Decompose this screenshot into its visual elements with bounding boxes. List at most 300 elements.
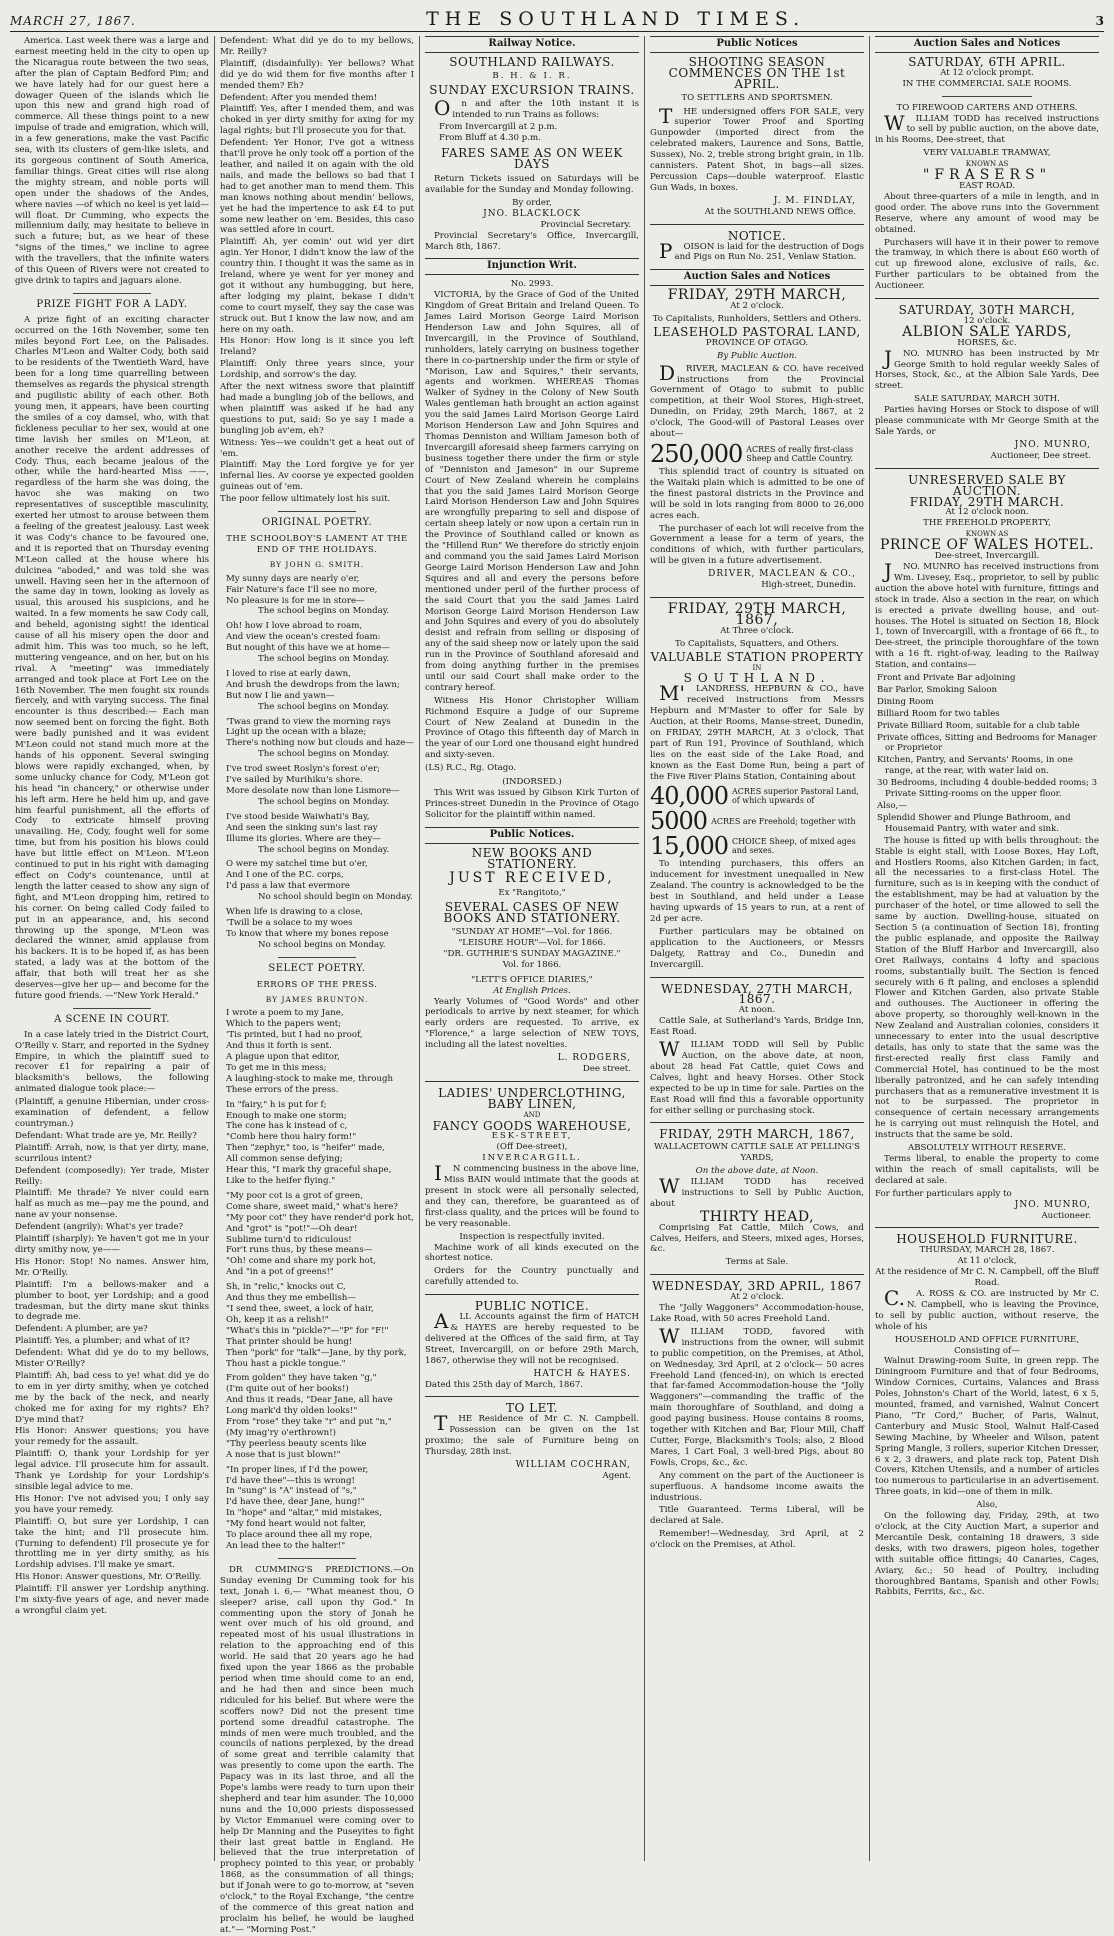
ad-title: NOTICE. <box>727 228 787 243</box>
ad-text: About three-quarters of a mile in length, and in good order. The above runs into the Government Reserve, where any amount of wood may be obtained. <box>875 191 1099 235</box>
poem-line: Sublime turn'd to ridiculous! <box>226 1234 352 1245</box>
ad-text: WILLIAM TODD has received instructions to sell by public auction, on the above date, in his Rooms, Dee-street, that <box>875 110 1099 146</box>
ad-title: SHOOTING SEASON COMMENCES ON THE 1st APRIL. <box>668 54 846 91</box>
ad-text: Machine work of all kinds executed on the shortest notice. <box>425 1242 639 1264</box>
column-1 <box>10 36 215 1861</box>
acreage-row <box>650 807 864 836</box>
book-title: Vol. for 1866. <box>502 959 562 970</box>
poem-line: Thou hast a pickle tongue." <box>226 1358 346 1369</box>
poem-stanza <box>226 621 414 665</box>
signatory-title: High-street, Dunedin. <box>761 580 856 591</box>
poem-line: Which to the papers went; <box>226 1019 342 1030</box>
ad-text: C.A. ROSS & CO. are instructed by Mr C. N. Campbell, who is leaving the Province, to sell by public auction, without reserve, the whole of his <box>875 1285 1099 1332</box>
ad-title: SUNDAY EXCURSION TRAINS. <box>429 82 635 97</box>
sale-date: FRIDAY, 29TH MARCH. <box>909 494 1065 509</box>
poem-line: Then "zephyr," too, is "heifer" made, <box>226 1143 385 1154</box>
column-5 <box>870 36 1104 1861</box>
poem-line: And "in a pot of greens!" <box>226 1267 334 1278</box>
poem-line: No school should begin on Monday. <box>258 892 413 903</box>
poem-line: Like to the heifer flying." <box>226 1176 336 1186</box>
poem-line: "Comb here thou hairy form!" <box>226 1132 357 1143</box>
sale-time: At 2 o'clock. <box>730 301 784 312</box>
newspaper-title: THE SOUTHLAND TIMES. <box>426 8 806 30</box>
poem-stanza <box>226 1100 414 1187</box>
dialogue-line: Plaintiff: Only three years since, your Lordship, and sorrow's the day. <box>220 359 414 381</box>
ad-text: Remember!—Wednesday, 3rd April, at 2 o'clock on the Premises, at Athol. <box>650 1529 864 1551</box>
ad-line: KNOWN AS <box>965 160 1009 169</box>
poem-line: Oh! how I love abroad to roam, <box>226 621 363 632</box>
poem-line: And thus it forth is sent. <box>226 1041 332 1052</box>
divider <box>875 468 1099 469</box>
ad-title: VALUABLE STATION PROPERTY <box>650 649 864 664</box>
acreage-row <box>650 832 864 861</box>
signatory-title: Agent. <box>602 1470 631 1481</box>
ad-text: The house is fitted up with bells throughout: the Stable is eight stall, with Loose Boxes, Hay Loft, and Hostlers Rooms, also Kitchen Garden; in fact, all the necessaries to a first-class Hotel. The furniture, such as is in keeping with the conduct of the establishment, may be had at valuation by the purchaser of the hotel, or time allowed to sell the same by auction. Dwelling-house, situated on Section 5 (a continuation of Section 18), fronting the public esplanade, and opposite the Railway Station of the Bluff Harbor and Invercargill, also Oret Railways, contains 4 lofty and spacious rooms, substantially built. The Section is fenced securely with 6 ft paling, and encloses a splendid Flower and Kitchen Garden, also private Stable and outhouses. The Auctioneer in offering the above property, so thoroughly well-known in the New Zealand and Australian colonies, considers it unnecessary to enter into the usual descriptive details, has only to state that the same was the first-erected really first class Family and Commercial Hotel, has continued to be the most liberally patronized, and he can safely intending purchasers that as a remunerative investment it is not to be surpassed. The proprietor in consequence of certain necessary arrangements he is carrying out must relinquish the Hotel, and instructs that the same be sold. <box>875 835 1099 1141</box>
ad-title: VERY VALUABLE TRAMWAY, <box>923 148 1051 159</box>
poem-line: O were my satchel time but o'er, <box>226 859 368 870</box>
poem-line: I'd have thee"—this is wrong! <box>226 1475 355 1486</box>
dialogue-line: Defendent: What did ye do to my bellows, Mr. Reilly? <box>220 36 414 57</box>
acreage-text: CHOICE Sheep, of mixed ages and sexes. <box>731 837 856 856</box>
signatory: J. M. FINDLAY, <box>773 195 856 206</box>
poem-line: "My poor cot" they have render'd pork hot, <box>226 1212 414 1223</box>
poem-line: And view the ocean's crested foam: <box>226 632 381 643</box>
sale-date: FRIDAY, 29TH MARCH, 1867, <box>659 1127 855 1142</box>
ad-title: HOUSEHOLD FURNITURE. <box>896 1232 1078 1247</box>
article-heading: A SCENE IN COURT. <box>54 1013 170 1025</box>
divider <box>942 96 1032 97</box>
dialogue-line: Defendent: A plumber, are ye? <box>15 1324 148 1335</box>
signatory-title: Auctioneer. <box>1041 1210 1091 1221</box>
poem-line: I'd have thee, dear Jane, hung!" <box>226 1497 365 1508</box>
ad-line: On the above date, at Noon. <box>695 1166 819 1177</box>
dialogue-line: Plaintiff: Ah, yer comin' out wid yer dirt agin. Yer Honor, I didn't know the law of the country thin. I thought it was the same as in Ireland, where ye went for yer money and got it without any humbugging, but here, after lodging my plaint, bekase I didn't come to court myself, they say the case was struck out. But I know the law now, and am here on my oath. <box>220 237 414 335</box>
poem-stanza <box>226 812 414 856</box>
divider <box>650 224 864 225</box>
dialogue-line: (Plaintiff, a genuine Hibernian, under cross-examination of defendent, a fellow countryman.) <box>15 1097 209 1129</box>
ad-text: To intending purchasers, this offers an inducement for investment unequalled in New Zealand. The country is acknowledged to be the best in Southland, and held under a Lease having upwards of 15 years to run, at a rent of 2d per acre. <box>650 859 864 924</box>
acreage-text: ACRES are Freehold; together with <box>711 816 856 826</box>
ad-text: Parties having Horses or Stock to dispose of will please communicate with Mr George Smith at the Sale Yards, or <box>875 405 1099 437</box>
sale-date: SATURDAY, 30TH MARCH, <box>898 303 1076 318</box>
ad-subtitle: Dee-street, Invercargill. <box>934 551 1040 562</box>
poem-stanza <box>226 1008 414 1095</box>
poem-author: BY JAMES BRUNTON. <box>265 994 369 1004</box>
ad-line: (Off Dee-street), <box>496 1142 568 1153</box>
poem-line: Light up the ocean with a blaze; <box>226 727 367 738</box>
ad-text: WILLIAM TODD will Sell by Public Auction, on the above date, at noon, about 28 head Fat Cattle, quiet Cows and Calves, light and heavy Horses. Other Stock expected to be up in time for sale. Parties on the East Road will find this a favorable opportunity for either selling or purchasing stock. <box>650 1037 864 1116</box>
divider <box>425 1396 639 1397</box>
ad-text: Yearly Volumes of "Good Words" and other periodicals to arrive by next steamer, for which early orders are requested. To arrive, ex "Florence," a large selection of NEW TOYS, including all the latest novelties. <box>425 996 639 1051</box>
ad-title: SOUTHLAND. <box>683 671 831 686</box>
poem-body <box>220 1008 414 1552</box>
ad-title: FANCY GOODS WAREHOUSE, <box>432 1118 632 1133</box>
ad-text: POISON is laid for the destruction of Dogs and Pigs on Run No. 251, Venlaw Station. <box>659 238 864 263</box>
poem-line: My sunny days are nearly o'er, <box>226 573 360 584</box>
ad-text: This splendid tract of country is situated on the Waitaki plain which is admitted to be one of the finest pastoral districts in the Province and will be sold in lots ranging from 8000 to 26,000 acres each. <box>650 467 864 521</box>
poem-line: Come share, sweet maid," what's here? <box>226 1201 398 1212</box>
dialogue-line: Plaintiff, (disdainfully): Yer bellows? What did ye do wid them for five months after I mended them? Eh? <box>220 58 414 91</box>
room-item: Also,— <box>877 801 907 811</box>
office-line: Provincial Secretary's Office, Invercargill, March 8th, 1867. <box>425 230 639 252</box>
train-2: From Bluff at 4.30 p.m. <box>439 133 541 144</box>
writ-seal: (LS) R.C., Rg. Otago. <box>425 763 517 774</box>
dialogue-line: His Honor: I've not advised you; I only say you have your remedy. <box>15 1493 209 1515</box>
ad-text: Terms liberal, to enable the property to come within the reach of small capitalists, will be declared at sale. <box>875 1154 1099 1186</box>
ad-title: ALBION SALE YARDS, <box>902 323 1072 340</box>
poem-line: "What's this in "pickle?"—"P" for "F!" <box>226 1325 389 1336</box>
poem-line: From "rose" they take "r" and put "n," <box>226 1417 392 1428</box>
dialogue-line: Plaintiff: Yes, a plumber; and what of it? <box>15 1336 190 1347</box>
acreage-number: 40,000 <box>650 782 728 811</box>
dialogue-line: Plaintiff: Arrah, now, is that yer dirty, mane, scurrilous intent? <box>15 1142 209 1164</box>
divider <box>278 511 356 512</box>
ad-subtitle: PROVINCE OF OTAGO. <box>705 337 809 348</box>
ad-line: ESK-STREET, <box>491 1131 573 1142</box>
poem-line: In "fairy," h is put for f; <box>226 1099 327 1110</box>
poem-stanza <box>226 669 414 713</box>
section-heading: ORIGINAL POETRY. <box>261 517 373 529</box>
poem-line: The school begins on Monday. <box>258 844 390 855</box>
ad-line: SALE SATURDAY, MARCH 30TH. <box>914 394 1060 405</box>
divider <box>425 1294 639 1295</box>
signatory: HATCH & HAYES. <box>533 1368 631 1379</box>
ad-line: Ex "Rangitoto," <box>498 888 566 899</box>
poem-body <box>220 574 414 951</box>
poem-line: But nought of this have we at home— <box>226 643 390 654</box>
ad-text: JNO. MUNRO has received instructions from Wm. Livesey, Esq., proprietor, to sell by public auction the above hotel with furniture, fittings and stock in trade. Also a section in the rear, on which is erected a private dwelling house, and out-houses. The Hotel is situated on Section 18, Block 1, town of Invercargill, with a frontage of 66 ft., to Dee-street, the principle thoroughfare of the town with a 16 ft. right-of-way, leading to the Railway Station, and contains— <box>875 558 1099 671</box>
masthead-rule <box>10 31 1104 32</box>
column-heading: Injunction Writ. <box>425 258 639 275</box>
dialogue-line: Plaintiff: I'll answer yer Lordship anything. I'm sixty-five years of age, and never made a wrongful claim yet. <box>15 1584 209 1616</box>
poem-line: 'Twas grand to view the morning rays <box>226 716 391 727</box>
divider <box>425 1081 639 1082</box>
poem-line: The school begins on Monday. <box>258 606 390 617</box>
ad-text: WILLIAM TODD has received instructions to Sell by Public Auction, about <box>650 1174 864 1209</box>
poem-stanza <box>226 1282 414 1369</box>
ad-subtitle: TO SETTLERS AND SPORTSMEN. <box>681 92 833 103</box>
column-2 <box>215 36 420 1935</box>
dialogue-line: His Honor: How long is it since you left Ireland? <box>220 336 414 358</box>
room-item: Kitchen, Pantry, and Servants' Rooms, in one range, at the rear, with water laid on. <box>877 755 1073 777</box>
column-heading: Railway Notice. <box>425 36 639 53</box>
ad-text: Title Guaranteed. Terms Liberal, will be declared at Sale. <box>650 1505 864 1527</box>
masthead <box>10 8 1104 28</box>
sale-time: At 11 o'clock, <box>957 1256 1017 1267</box>
dialogue-line: His Honor: Answer questions, Mr. O'Reilly. <box>15 1572 202 1583</box>
ad-text: THE undersigned offers FOR SALE, very superior Tower Proof and Sporting Gunpowder (imported direct from the celebrated makers, Laurence and Sons, Battle, Sussex), No. 2, treble strong bright grain, in 1lb. cannisters. Patent Shot, in bags—all sizes. Percussion Caps—double waterproof. Elastic Gun Wads, in boxes. <box>650 103 864 193</box>
article-heading: PRIZE FIGHT FOR A LADY. <box>36 298 188 310</box>
poem-line: From golden" they have taken "g," <box>226 1373 377 1384</box>
ad-text: Any comment on the part of the Auctioneer is superfluous. A handsome income awaits the industrious. <box>650 1470 864 1503</box>
poem-line: Oh, keep it as a relish!" <box>226 1314 329 1325</box>
divider <box>278 957 356 958</box>
sale-date: WEDNESDAY, 27TH MARCH, 1867. <box>660 981 853 1007</box>
ad-subtitle: HORSES, &c. <box>957 337 1017 348</box>
poem-line: Long mark'd thy olden looks!" <box>226 1406 358 1417</box>
poem-line: And "grot" is "pot!"—Oh dear! <box>226 1223 358 1234</box>
address: Dee street. <box>582 1063 631 1074</box>
signatory-title: Auctioneer, Dee street. <box>990 450 1091 461</box>
poem-line: And thus they me embellish— <box>226 1293 356 1304</box>
issue-date: MARCH 27, 1867. <box>10 14 136 28</box>
column-heading: Public Notices. <box>425 827 639 844</box>
dialogue-line: Defendent: Yer Honor, I've got a witness that'll prove he only took off a portion of the leather, and nailed it on again with the old nails, and made the bellows so bad that I had to get another man to mend them. This man knows nothing about mendin' bellows, yet he had the impertence to ask £4 to put some new leather on 'em. Besides, this caso was settled afore in court. <box>220 138 414 236</box>
ad-line: Dated this 25th day of March, 1867. <box>425 1379 584 1390</box>
dialogue-line: Defendant: What trade are ye, Mr. Reilly? <box>15 1130 197 1141</box>
signatory: JNO. BLACKLOCK <box>483 208 581 219</box>
poem-line: The school begins on Monday. <box>258 796 390 807</box>
ad-text: Purchasers will have it in their power to remove the tramway, in which there is about £60 worth of cut up firewood alone, exclusive of rails, &c. Further particulars to be obtained from the Auctioneer. <box>875 237 1099 292</box>
room-item: Private Billiard Room, suitable for a club table <box>877 720 1080 731</box>
ad-line: To Capitalists, Squatters, and Others. <box>674 638 839 649</box>
ad-title: PRINCE OF WALES HOTEL. <box>879 537 1095 554</box>
poem-line: A plague upon that editor, <box>226 1052 340 1063</box>
ad-text: Orders for the Country punctually and carefully attended to. <box>425 1266 639 1288</box>
ad-line: For further particulars apply to <box>875 1188 1012 1199</box>
ad-title: JUST RECEIVED, <box>449 870 615 887</box>
section-heading: SELECT POETRY. <box>268 962 366 974</box>
ad-line: Inspection is respectfully invited. <box>459 1231 605 1242</box>
dialogue-line: Plaintiff: Me thrade? Ye niver could earn half as much as me—pay me the pound, and nane av your nonsense. <box>15 1188 209 1221</box>
acreage-text: ACRES of really first-class Sheep and Cattle Country. <box>746 445 854 463</box>
poem-line: The school begins on Monday. <box>258 701 390 712</box>
signatory: DRIVER, MACLEAN & CO., <box>708 569 856 580</box>
dialogue-line: Defendent: After you mended them! <box>220 92 378 103</box>
acreage-text: ACRES superior Pastoral Land, of which upwards of <box>731 787 859 806</box>
column-heading: Auction Sales and Notices <box>650 269 864 286</box>
poem-line: Then "pork" for "talk"—Jane, by thy pork, <box>226 1347 407 1358</box>
poem-stanza <box>226 574 414 618</box>
poem-title: ERRORS OF THE PRESS. <box>256 979 378 990</box>
room-item: Private offices, Sitting and Bedrooms for Manager or Proprietor <box>877 732 1097 754</box>
poem-line: An lead thee to the halter!" <box>226 1541 346 1551</box>
poem-line: No school begins on Monday. <box>258 939 386 950</box>
sale-time: At noon. <box>738 1005 776 1016</box>
acreage-list <box>650 782 864 861</box>
ad-text: IN commencing business in the above line, Miss BAIN would intimate that the goods at present in stock were all personally selected, and they can, therefore, be guaranteed as of first-class quality, and the prices will be found to be very reasonable. <box>425 1161 639 1229</box>
page-number: 3 <box>1095 14 1104 28</box>
poem-line: The school begins on Monday. <box>258 654 390 665</box>
ad-title: SOUTHLAND RAILWAYS. <box>449 54 615 69</box>
room-item: Billiard Room for two tables <box>877 708 1000 719</box>
sale-date: FRIDAY, 29TH MARCH, <box>667 287 847 304</box>
poem-line: Illume its glories. Where are they— <box>226 833 381 844</box>
writ-witness: Witness His Honor Christopher William Richmond Esquire a Judge of our Supreme Court of New Zealand at Dunedin in the Province of Otago this fifteenth day of March in the year of our Lord one thousand eight hundred and sixty-seven. <box>425 695 639 761</box>
ad-text: On the following day, Friday, 29th, at two o'clock, at the City Auction Mart, a superior and Mercantile Desk, containing 18 drawers, 3 side desks, with two drawers, pigeon holes, together with suitable office fittings; 40 Canaries, Cages, Aviary, &c.; 50 head of Poultry, including thoroughbred Bantams, Spanish and other Fowls; Rabbits, Ferrits, &c., &c. <box>875 1511 1099 1598</box>
ad-title: WALLACETOWN CATTLE SALE AT PELLING'S YARDS, <box>653 1142 861 1164</box>
room-item: Dining Room <box>877 696 934 707</box>
poem-line: These errors of the press. <box>226 1084 339 1095</box>
book-title: "DR. GUTHRIE'S SUNDAY MAGAZINE." <box>443 948 621 959</box>
ad-line: At the residence of Mr C. N. Campbell, off the Bluff Road. <box>875 1267 1099 1289</box>
poem-line: More desolate now than lone Lismore— <box>226 786 400 796</box>
poem-line: Enough to make one storm; <box>226 1110 347 1121</box>
poem-author: BY JOHN G. SMITH. <box>269 559 365 569</box>
room-item: 30 Bedrooms, including 4 double-bedded rooms; 3 Private Sitting-rooms on the upper floor. <box>877 778 1098 800</box>
poem-line: Sh, in "relic," knocks out C, <box>226 1282 346 1293</box>
poem-line: And thus it reads, "Dear Jane, all have <box>226 1395 393 1406</box>
divider <box>650 597 864 598</box>
acreage-row <box>650 782 864 811</box>
divider <box>875 298 1099 299</box>
ad-text: Further particulars may be obtained on application to the Auctioneers, or Messrs Dalgety, Rattray and Co., Dunedin and Invercargill. <box>650 926 864 970</box>
ad-title: PUBLIC NOTICE. <box>474 1299 590 1314</box>
sale-date: FRIDAY, 29TH MARCH, 1867, <box>667 600 847 628</box>
dialogue-line: His Honor: Answer questions; you have your remedy for the assault. <box>15 1426 209 1448</box>
sale-date: THURSDAY, MARCH 28, 1867. <box>919 1245 1055 1256</box>
ad-text: Cattle Sale, at Sutherland's Yards, Bridge Inn, East Road. <box>650 1016 864 1038</box>
ad-title: FARES SAME AS ON WEEK DAYS <box>441 146 623 172</box>
sale-time: 12 o'clock. <box>963 315 1011 326</box>
poem-line: And brush the dewdrops from the lawn; <box>226 679 400 690</box>
ad-title: HOUSEHOLD AND OFFICE FURNITURE, <box>894 1334 1080 1345</box>
dialogue-line: Plaintiff (sharply): Ye haven't got me in your dirty smithy now, ye—— <box>15 1234 209 1255</box>
poem-line: All common sense defying; <box>226 1154 343 1165</box>
poem-line: No pleasure is for me in store— <box>226 595 365 606</box>
poem-title: THE SCHOOLBOY'S LAMENT AT THE END OF THE HOLIDAYS. <box>226 533 408 555</box>
poem-line: In "hope" and "altar," mid mistakes, <box>226 1508 382 1519</box>
poem-line: I wrote a poem to my Jane, <box>226 1008 344 1019</box>
by-order: By order, <box>512 197 552 208</box>
signatory-title: At the SOUTHLAND NEWS Office. <box>704 206 856 217</box>
columns <box>10 36 1104 1935</box>
room-item: Splendid Shower and Plunge Bathroom, and Housemaid Pantry, with water and sink. <box>877 812 1071 834</box>
ad-title: ABSOLUTELY WITHOUT RESERVE. <box>908 1143 1066 1154</box>
sale-time: At Three o'clock. <box>720 625 794 636</box>
ad-line: At English Prices. <box>493 985 571 996</box>
poem-line: The school begins on Monday. <box>258 749 390 760</box>
rooms-list <box>875 673 1099 835</box>
court-dialogue <box>15 1097 209 1617</box>
dialogue-line: Plaintiff: Yes, after I mended them, and was choked in yer dirty smithy for axing for my lagal rights; but I'll prosecute you for that. <box>220 104 414 137</box>
poem-line: To know that where my bones repose <box>226 928 389 939</box>
poem-line: But now I lie and yawn— <box>226 690 335 701</box>
poem-stanza <box>226 907 414 951</box>
poem-stanza <box>226 717 414 761</box>
ad-text: JNO. MUNRO has been instructed by Mr George Smith to hold regular weekly Sales of Horses, Stock, &c., at the Albion Sale Yards, Dee street. <box>875 345 1099 392</box>
poem-line: 'Tis printed, but I had no proof, <box>226 1030 363 1041</box>
poem-line: "In proper lines, if I'd the power, <box>226 1464 369 1475</box>
court-intro: In a case lately tried in the District Court, O'Reilly v. Starr, and reported in the Sydney Empire, in which the plaintiff sued to recover £1 for repairing a pair of blacksmith's bellows, the following animated dialogue took place:— <box>15 1029 209 1095</box>
column-heading: Auction Sales and Notices <box>875 36 1099 53</box>
ad-line: Consisting of— <box>954 1345 1020 1356</box>
poem-line: That printer should be hung! <box>226 1336 353 1347</box>
ad-text: WILLIAM TODD, favored with instructions from the owner, will submit to public competition, on the Premises, at Athol, on Wednesday, 3rd April, at 2 o'clock— 50 acres Freehold Land (fenced-in), on which is erected that far-famed Accommodation-house the "Jolly Waggoners"—commanding the traffic of the main thoroughfare of Southland, and doing a good paying business. House contains 8 rooms, together with Kitchen and Bar, Flour Mill, Chaff Cutter, Forge, Blacksmith's Tools; also, 2 Blood Mares, 1 Cart Foal, 3 well-bred Pigs, about 80 Fowls, Crops, &c., &c. <box>650 1323 864 1468</box>
poem-line: (I'm quite out of her books!) <box>226 1384 349 1395</box>
poem-stanza <box>226 764 414 808</box>
poem-line: And I one of the P.C. corps, <box>226 870 344 881</box>
poem-line: "My poor cot is a grot of green, <box>226 1190 364 1201</box>
ad-text: Return Tickets issued on Saturdays will be available for the Sunday and Monday following. <box>425 174 639 195</box>
poem-line: 'Twill be a solace to my woes <box>226 917 353 928</box>
ad-title: THIRTY HEAD, <box>699 1208 815 1225</box>
writ-indorsed-text: This Writ was issued by Gibson Kirk Turton of Princes-street Dunedin in the Province of Otago Solicitor for the plaintiff within named. <box>425 788 639 820</box>
poem-line: "Thy peerless beauty scents like <box>226 1438 367 1449</box>
ad-text: M'LANDRESS, HEPBURN & CO., have received instructions from Messrs Hepburn and M'Master to offer for Sale by Auction, at their Rooms, Manse-street, Dunedin, on FRIDAY, 29TH MARCH, At 3 o'clock, That part of Run 191, Province of Southland, which lies on the east side of the Lake Road, and known as the East Dome Run, being a part of the Five River Plains Station, Containing about <box>650 681 864 782</box>
poem-line: (My imag'ry o'erthrown!) <box>226 1427 337 1438</box>
ad-line: EAST ROAD. <box>959 180 1015 191</box>
sale-time: At 12 o'clock noon. <box>945 507 1029 518</box>
writ-number: No. 2993. <box>510 279 554 290</box>
sale-date: SATURDAY, 6TH APRIL. <box>908 54 1066 69</box>
poem-line: The cone has k instead of c, <box>226 1121 348 1132</box>
poem-line: A nose that is just blown!" <box>226 1449 341 1460</box>
ad-title: THE FREEHOLD PROPERTY, <box>923 518 1051 529</box>
dialogue-line: Defendent (angrily): What's yer trade? <box>15 1222 184 1233</box>
poem-line: A laughing-stock to make me, through <box>226 1073 394 1084</box>
ad-title: SEVERAL CASES OF NEW BOOKS AND STATIONERY. <box>443 900 621 926</box>
ad-line: IN THE COMMERCIAL SALE ROOMS. <box>902 78 1072 89</box>
dialogue-line: Plaintiff: Ah, bad cess to ye! what did ye do to em in yer dirty smithy, when ye cotched me by the back of the neck, and nearly choked me for axing for my rights? Eh? D'ye mind that? <box>15 1370 209 1425</box>
poem-line: To get me in this mess; <box>226 1062 327 1073</box>
poem-line: "I send thee, sweet, a lock of hair, <box>226 1303 374 1314</box>
prize-fight-text: A prize fight of an exciting character occurred on the 16th November, some ten miles beyond Fort Lee, on the Palisades. Charles M'Leon and Walter Cody, both said to be residents of the Twentieth Ward, have been for a long time quarrelling between themselves as regards the physical strength and pugilistic ability of each other. Both young men, it appears, have been courting the smiles of a coy damsel, who, with that fickleness peculiar to her sex, would at one time lavish her smiles on M'Leon, at another receive the ardent addresses of Cody. Thus, each became jealous of the other, while the hard-hearted Miss ——, regardless of the harm she was doing, the havoc she was making on two representatives of susceptible masculinity, exerted her utmost to arouse between them a feeling of the greatest jealousy. Last week it was Cody's chance to be favoured one, and it is reported that on Thursday evening M'Leon called at the house where his dulcinea "aboded," and was told she was unwell. Having seen her in the afternoon of the same day in town, looking as lovely as usual, this aroused his suspicions, and he waited. In a few moments he saw Cody call, and beheld, agonising sight! the identical cause of all his misery open the door and admit him. This was too much, so he left, muttering vengeance, and on her, but on his rival. A "meeting" was immediately arranged and took place at Fort Lee on the 16th November. The men fought six rounds fiercely, and with varying success. The final encounter is thus described:— Each man now seemed bent on forcing the fight. Both were badly punished and it was evident M'Leon could not stand much more at the hands of his opponent. Several swinging blows were rapidly exchanged, when, by some unlucky chance for Cody, M'Leon got his head "in chancery," or otherwise under his left arm. Here he held him up, and gave him fearful punishment, all the efforts of Cody to extricate himself proving unavailing. He, Cody, fought well for some time, but from his position his blows could have but little effect on M'Leon. M'Leon continued to put in his right with damaging effect on Cody's countenance, until at length the latter ceased to show any sign of fight, and M'Leon dropping him, retired to his corner. On being called Cody failed to put in an appearance, and, his second throwing up the sponge, M'Leon was declared the winner, amid applause from his backers. It is to be hoped if, as has been stated, a lady was at the bottom of the affair, that both will treat her as she deserves—give her up— and become for the future good friends. —"New York Herald." <box>15 314 209 1001</box>
poem-line: I'd pass a law that evermore <box>226 881 350 892</box>
poem-line: For't runs thus, by these means— <box>226 1245 373 1256</box>
dialogue-line: Plaintiff: I'm a bellows-maker and a plumber to boot, yer Lordship; and a good tradesman, but the dirty mane skut thinks to degrade me. <box>15 1279 209 1323</box>
ad-title: LEASEHOLD PASTORAL LAND, <box>653 324 861 339</box>
cumming-predictions: DR CUMMING'S PREDICTIONS.—On Sunday evening Dr Cumming took for his text, Jonah i. 6,— "What meanest thou, O sleeper? arise, call upon thy God." In commenting upon the story of Jonah he went over much of his old ground, and repeated most of his usual illustrations in relation to the approaching end of this world. He said that 20 years ago he had fixed upon the year 1866 as the probable period when time should come to an end, and he had then and since been much ridiculed for his belief. But where were the scoffers now? Did not the present time portend some dreadful catastrophe. The minds of men were much troubled, and the councils of nations perplexed, by the dread of some great and terrible calamity that was presently to come upon the earth. The Papacy was in its last throe, and all the Pope's lambs were ready to turn upon their shepherd and tear him asunder. The 10,000 nuns and the 10,000 priests dispossessed by Victor Emmanuel were coming over to help Dr Manning and the Puseyites to fight their last great battle in England. He believed that the true interpretation of prophecy pointed to this year, or probably 1868, as the consummation of all things; but if Jonah were to go to-morrow, at "seven o'clock," to the Royal Exchange, "the centre of the commerce of this great nation and proclaim his belief, he would be laughed at."— "Morning Post." <box>220 1564 414 1935</box>
poem-line: To place around thee all my rope, <box>226 1530 373 1541</box>
ad-text: The purchaser of each lot will receive from the Government a lease for a term of years, the conditions of which, with further particulars, will be given in a future advertisement. <box>650 523 864 567</box>
ad-text: On and after the 10th instant it is intended to run Trains as follows: <box>434 95 639 120</box>
acreage-number: 5000 <box>650 807 708 836</box>
sale-date: WEDNESDAY, 3RD APRIL, 1867 <box>652 1279 862 1294</box>
dialogue-line: Witness: Yes—we couldn't get a heat out of 'em. <box>220 437 414 459</box>
book-title: "SUNDAY AT HOME"—Vol. for 1866. <box>451 927 613 938</box>
ad-subtitle: B. H. & I. R. <box>492 70 572 81</box>
signatory-title: Provincial Secretary. <box>540 219 631 230</box>
court-dialogue-continued <box>220 36 414 505</box>
ad-line: IN <box>752 663 762 672</box>
signatory: JNO. MUNRO, <box>1014 1199 1091 1210</box>
ad-title: TO LET. <box>506 1401 558 1416</box>
dialogue-line: Defendent (composedly): Yer trade, Mister Reilly: <box>15 1165 209 1187</box>
writ-text: VICTORIA, by the Grace of God of the United Kingdom of Great Britain and Ireland Queen. To James Laird Morison George Laird Morison Henderson Law and John Squires, all of Invercargill, in the Province of Southland, runholders, lately carrying on business together there in co-partnership under the firm or style of "Morison, Law and Squires," their servants, agents and workmen. WHEREAS Thomas Walker of Sydney in the Colony of New South Wales gentleman hath brought an action against you the said James Laird Morison George Laird Morison Henderson Law and John Squires and Thomas Denniston and William Jameson both of Invercargill aforesaid sheep farmers carrying on business together there under the firm or style of "Denniston and Jameson" in our Supreme Court of New Zealand wherein he complains that you the said James Laird Morison George Laird Morison Henderson Law and John Squires are wrongfully preparing to sell and dispose of certain sheep lately or now upon a certain run in the Province of Southland called or known as the "Hillend Run" We therefore do strictly enjoin and command you the said James Laird Morison George Laird Morison Henderson Law and John Squires and all and every the persons before mentioned under peril of the further process of the said Court that you the said James Laird Morison George Laird Morison Henderson Law and John Squires and every of you do absolutely desist and refrain from selling or disposing of any of the said sheep now or lately upon the said run in the Province of Southland aforesaid and from doing anything further in the premises until our said Court shall make order to the contrary hereof. <box>425 290 639 693</box>
dialogue-line: Plaintiff: O, thank your Lordship for yer legal advice. I'll prosecute him for assault. Thank ye Lordship for your Lordship's sinsible legal advice to me. <box>15 1449 209 1492</box>
room-item: Front and Private Bar adjoining <box>877 673 1016 684</box>
sale-time: At 2 o'clock. <box>730 1292 784 1303</box>
divider <box>278 1558 356 1559</box>
train-1: From Invercargill at 2 p.m. <box>439 122 558 133</box>
poem-line: When life is drawing to a close, <box>226 907 363 918</box>
dialogue-line: Plaintiff: May the Lord forgive ye for yer infernal lies. Av coorse ye expected goolden guineas out of 'em. <box>220 460 414 493</box>
ad-line: AND <box>523 1110 541 1119</box>
acreage-number: 15,000 <box>650 832 728 861</box>
signatory: JNO. MUNRO, <box>1014 439 1091 450</box>
dialogue-line: His Honor: Stop! No names. Answer him, Mr. O'Reilly. <box>15 1256 209 1278</box>
poem-line: And seen the sinking sun's last ray <box>226 822 378 833</box>
ad-line: Also, <box>976 1500 998 1511</box>
poem-line: I've trod sweet Roslyn's forest o'er; <box>226 764 380 775</box>
ad-subtitle: TO FIREWOOD CARTERS AND OTHERS. <box>896 102 1078 113</box>
poem-line: There's nothing now but clouds and haze— <box>226 738 414 749</box>
poem-line: "Oh! come and share my pork hot, <box>226 1256 376 1267</box>
acreage-row <box>650 442 864 466</box>
poem-stanza <box>226 1191 414 1278</box>
divider <box>650 977 864 978</box>
column-heading: Public Notices <box>650 36 864 53</box>
book-title: "LETT'S OFFICE DIARIES," <box>471 974 593 985</box>
poem-line: I've sailed by Murihiku's shore. <box>226 775 363 786</box>
dialogue-line: The poor fellow ultimately lost his suit. <box>220 494 391 505</box>
room-item: Bar Parlor, Smoking Saloon <box>877 684 998 695</box>
poem-line: Fair Nature's face I'll see no more, <box>226 584 378 595</box>
ad-line: To Capitalists, Runholders, Settlers and Others. <box>652 314 862 325</box>
ad-title: UNRESERVED SALE BY AUCTION. <box>908 472 1066 498</box>
divider <box>650 1122 864 1123</box>
